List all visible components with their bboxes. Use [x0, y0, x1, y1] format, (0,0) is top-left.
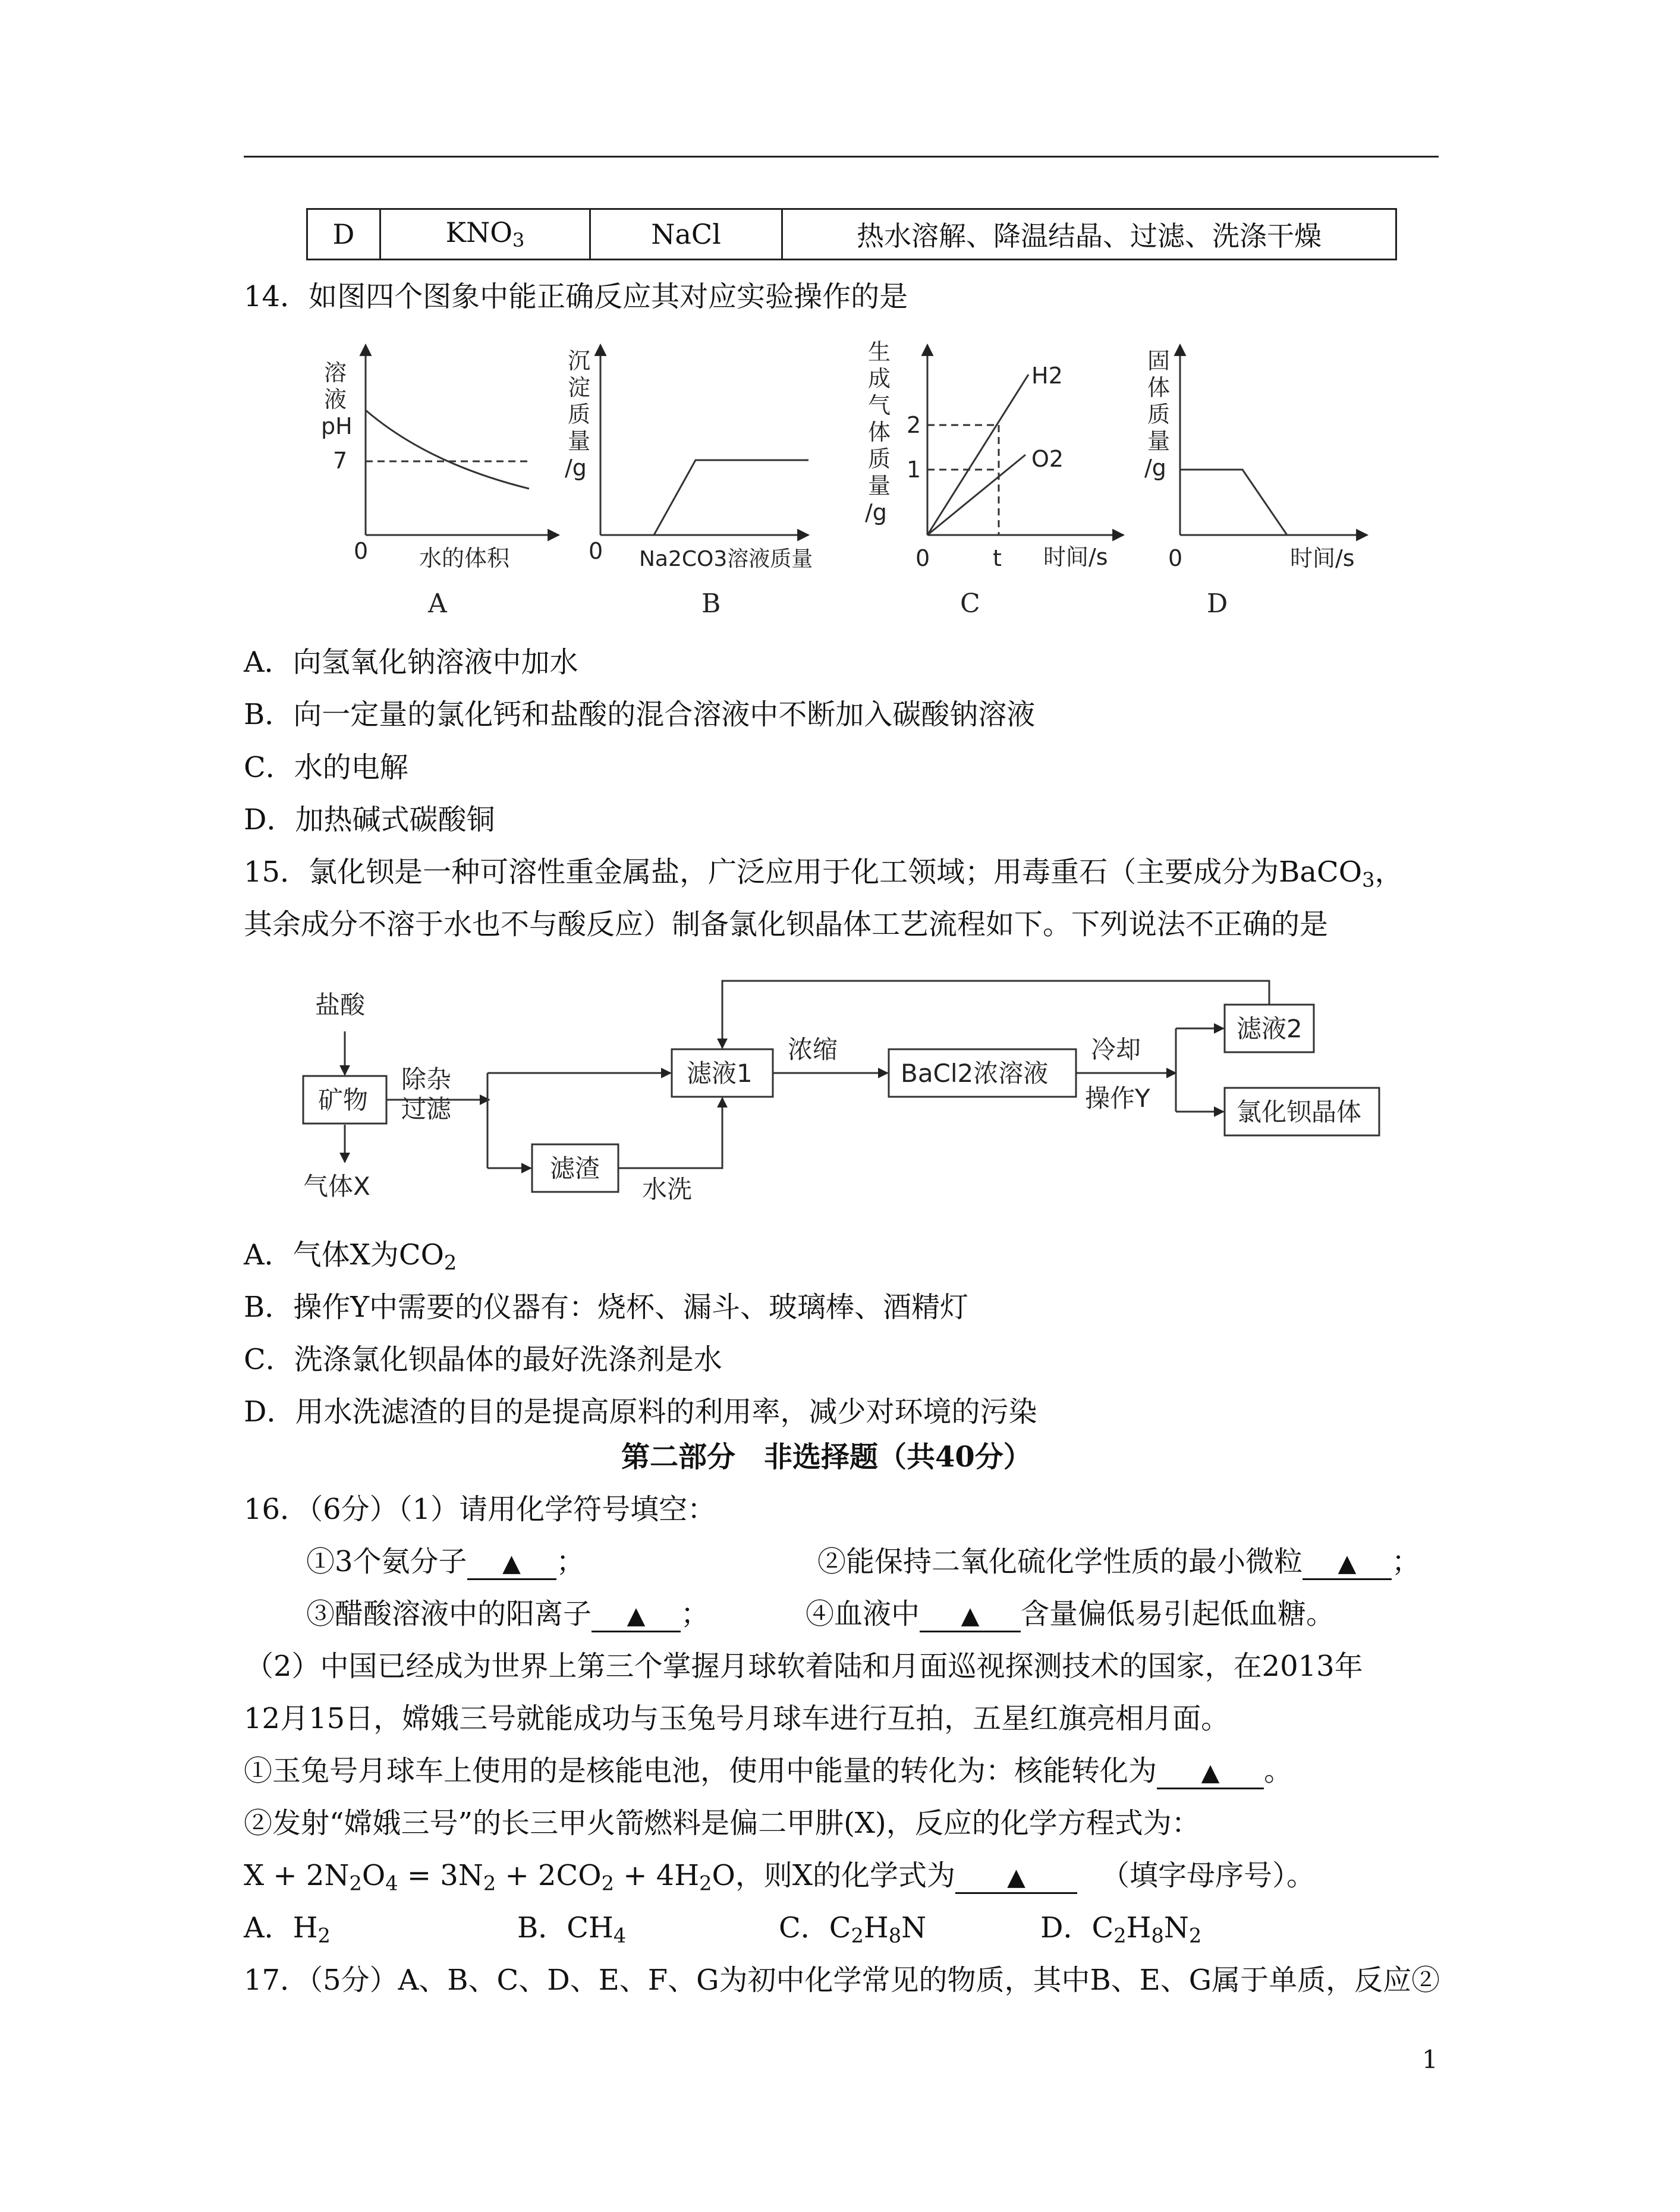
graph-b-ylabel-1: 沉: [568, 348, 591, 374]
q16-option-b: B．$CH_4$: [517, 1911, 627, 1947]
graph-a-ytick-7: 7: [333, 448, 348, 474]
q14-option-b: B．向一定量的氯化钙和盐酸的混合溶液中不断加入碳酸钠溶液: [244, 698, 1036, 731]
q14-graphs: [297, 333, 1427, 630]
table-cell-impurity: NaCl: [590, 209, 782, 260]
graph-c-ylabel-2: 成: [868, 366, 891, 392]
q15-option-d: D．用水洗滤渣的目的是提高原料的利用率，减少对环境的污染: [244, 1395, 1037, 1428]
q16-item-4: ④血液中 ▲ 含量偏低易引起低血糖。: [806, 1591, 1335, 1632]
q16-option-c: C．$C_2H_8N$: [779, 1911, 927, 1947]
q15-flowchart: [285, 969, 1415, 1231]
q15-stem-line2: 其余成分不溶于水也不与酸反应）制备氯化钡晶体工艺流程如下。下列说法不正确的是: [244, 908, 1329, 941]
graph-d-ylabel-2: 体: [1147, 375, 1171, 401]
graph-a-ylabel-1: 溶: [324, 360, 347, 386]
q15-option-b: B．操作Y中需要的仪器有：烧杯、漏斗、玻璃棒、酒精灯: [244, 1291, 968, 1324]
graph-c-series-o2: O2: [1031, 446, 1064, 472]
q16-item-3: ③醋酸溶液中的阳离子 ▲ ；: [306, 1591, 709, 1632]
flow-step1-a: 除杂: [401, 1065, 452, 1094]
graph-c-xlabel: 时间/s: [1043, 544, 1108, 570]
graph-c-series-h2: H2: [1031, 363, 1063, 389]
graph-b-ylabel-3: 质: [568, 401, 591, 427]
graph-b-ylabel-4: 量: [568, 428, 591, 454]
table-cell-solute: $KNO_3$: [380, 209, 590, 260]
flow-residue: 滤渣: [550, 1154, 600, 1183]
q16-item-2: ②能保持二氧化硫化学性质的最小微粒 ▲ ；: [817, 1538, 1420, 1580]
q16-p2-line1: （2）中国已经成为世界上第三个掌握月球软着陆和月面巡视探测技术的国家，在2013年: [245, 1650, 1363, 1683]
graph-c-ylabel-3: 气: [868, 392, 891, 419]
flow-acid: 盐酸: [315, 990, 366, 1020]
graph-c-ylabel-7: /g: [865, 499, 887, 526]
flow-bacl2: BaCl2浓溶液: [901, 1059, 1049, 1088]
graph-b-ylabel-5: /g: [565, 455, 587, 481]
flow-filtrate1: 滤液1: [687, 1059, 753, 1088]
flow-gas-x: 气体X: [303, 1172, 370, 1201]
graph-c-origin: 0: [915, 545, 930, 571]
q16-p2-line4: ②发射“嫦娥三号”的长三甲火箭燃料是偏二甲肼(X)，反应的化学方程式为：: [244, 1807, 1200, 1840]
graph-c-caption: C: [960, 589, 980, 619]
flow-concentrate: 浓缩: [788, 1035, 838, 1064]
q14-option-c: C．水的电解: [244, 751, 408, 784]
q14-option-a: A．向氢氧化钠溶液中加水: [244, 646, 578, 679]
graph-a-origin: 0: [354, 538, 369, 564]
part2-title: 第二部分 非选择题（共40分）: [621, 1440, 1032, 1474]
graph-c-ylabel-5: 质: [868, 446, 891, 472]
q15-option-c: C．洗涤氯化钡晶体的最好洗涤剂是水: [244, 1343, 722, 1376]
graph-a-ylabel-3: pH: [321, 413, 353, 439]
graph-c-ylabel-6: 量: [868, 473, 891, 499]
graph-d-ylabel-3: 质: [1147, 401, 1171, 427]
graph-a-xlabel: 水的体积: [419, 545, 510, 571]
graph-d-xlabel: 时间/s: [1290, 545, 1355, 571]
graph-d-ylabel-1: 固: [1147, 348, 1171, 374]
q16-option-d: D．$C_2H_8N_2$: [1040, 1911, 1202, 1947]
graph-d-origin: 0: [1168, 545, 1183, 571]
q16-option-a: A．$H_2$: [244, 1911, 331, 1947]
flow-ore: 矿物: [318, 1085, 369, 1115]
q14-option-d: D．加热碱式碳酸铜: [244, 803, 495, 836]
flow-step1-b: 过滤: [401, 1094, 452, 1124]
flow-wash: 水洗: [642, 1175, 693, 1204]
graph-b-ylabel-2: 淀: [568, 375, 591, 401]
graph-a-ylabel-2: 液: [324, 386, 347, 413]
q16-p2-line3: ①玉兔号月球车上使用的是核能电池，使用中能量的转化为：核能转化为 ▲ 。: [244, 1748, 1292, 1789]
q15-stem-line1: 15．氯化钡是一种可溶性重金属盐，广泛应用于化工领域；用毒重石（主要成分为BaCO$_3$，: [244, 855, 1404, 892]
flow-cool: 冷却: [1091, 1035, 1141, 1064]
flow-operation-y: 操作Y: [1085, 1084, 1150, 1113]
q16-head: 16．（6分）（1）请用化学符号填空：: [244, 1493, 716, 1526]
table-cell-label: D: [307, 209, 380, 260]
graph-c-ylabel-1: 生: [868, 339, 891, 365]
page-number: 1: [1422, 2045, 1438, 2074]
option-table-row-d: [306, 208, 1397, 260]
q16-item-1: ①3个氨分子 ▲ ；: [306, 1538, 585, 1580]
graph-b-origin: 0: [589, 538, 603, 564]
q17-stem: 17．（5分）A、B、C、D、E、F、G为初中化学常见的物质，其中B、E、G属于单质，反应②: [244, 1964, 1440, 1997]
graph-d-caption: D: [1207, 589, 1228, 619]
graph-b-caption: B: [701, 589, 721, 619]
flow-crystal: 氯化钡晶体: [1237, 1097, 1362, 1127]
graph-c-ytick-2: 2: [907, 412, 921, 438]
graph-d-ylabel-4: 量: [1147, 428, 1171, 454]
graph-b-xlabel: Na2CO3溶液质量: [639, 547, 813, 571]
graph-c-ytick-1: 1: [907, 457, 921, 483]
graph-c-xtick-t: t: [993, 545, 1002, 571]
table-cell-method: 热水溶解、降温结晶、过滤、洗涤干燥: [782, 209, 1396, 260]
graph-d-ylabel-5: /g: [1144, 455, 1166, 481]
graph-c-ylabel-4: 体: [868, 419, 891, 445]
graph-a-caption: A: [428, 589, 447, 619]
q14-stem: 14．如图四个图象中能正确反应其对应实验操作的是: [244, 280, 908, 313]
flow-filtrate2: 滤液2: [1237, 1014, 1303, 1043]
q16-p2-line2: 12月15日，嫦娥三号就能成功与玉兔号月球车进行互拍，五星红旗亮相月面。: [244, 1702, 1230, 1735]
header-rule: [244, 156, 1439, 158]
q15-option-a: A．气体X为$CO_2$: [244, 1238, 457, 1275]
q16-equation: $X + 2N_2O_4 = 3N_2 + 2CO_2 + 4H_2O$，则X的化学式为 ▲ （填字母序号）。: [244, 1859, 1316, 1895]
